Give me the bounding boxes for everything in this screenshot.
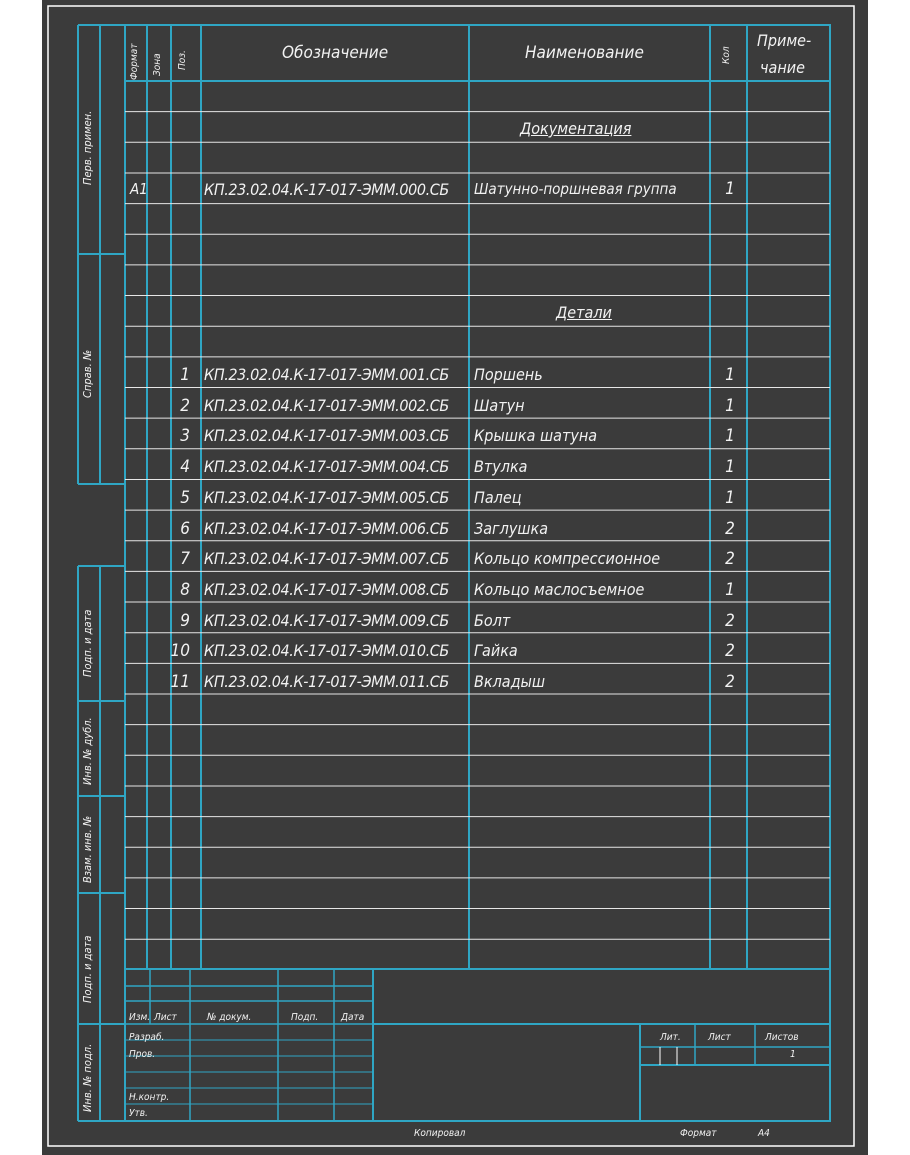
side-label-podp-data-2: Подп. и дата <box>81 935 94 1003</box>
item-qty: 1 <box>725 365 735 385</box>
tb-lit: Лит. <box>660 1032 681 1043</box>
item-name: Вкладыш <box>474 672 546 691</box>
assembly-qty: 1 <box>725 179 735 199</box>
item-name: Втулка <box>474 457 528 477</box>
tb-izm: Изм. <box>129 1012 151 1023</box>
header-note-line2: чание <box>760 58 805 77</box>
side-label-perv-primen: Перв. примен. <box>81 110 94 185</box>
assembly-name: Шатунно-поршневая группа <box>474 180 677 198</box>
footer-format-value: A4 <box>758 1128 770 1139</box>
header-zone: Зона <box>152 53 163 76</box>
item-pos: 7 <box>180 549 190 570</box>
item-code: КП.23.02.04.К-17-017-ЭММ.005.СБ <box>204 487 449 507</box>
tb-listov: Листов <box>765 1032 799 1043</box>
item-code: КП.23.02.04.К-17-017-ЭММ.007.СБ <box>204 549 449 569</box>
item-qty: 2 <box>725 641 735 662</box>
tb-prov: Пров. <box>129 1049 156 1060</box>
item-code: КП.23.02.04.К-17-017-ЭММ.004.СБ <box>204 457 449 477</box>
item-pos: 4 <box>180 457 190 478</box>
footer-copied: Копировал <box>414 1128 466 1139</box>
item-name: Кольцо компрессионное <box>474 549 661 569</box>
tb-razrab: Разраб. <box>129 1032 165 1043</box>
item-code: КП.23.02.04.К-17-017-ЭММ.003.СБ <box>204 426 449 446</box>
item-pos: 5 <box>180 487 190 508</box>
item-pos: 2 <box>180 395 190 416</box>
item-name: Болт <box>474 610 511 630</box>
side-label-inv-podl: Инв. № подл. <box>81 1043 94 1112</box>
item-name: Кольцо маслосъемное <box>474 579 645 599</box>
item-pos: 10 <box>170 641 190 662</box>
item-code: КП.23.02.04.К-17-017-ЭММ.006.СБ <box>204 518 449 538</box>
item-qty: 2 <box>725 518 735 539</box>
header-qty: Кол <box>721 46 732 64</box>
tb-nkontr: Н.контр. <box>129 1092 170 1103</box>
tb-podp: Подп. <box>291 1012 319 1023</box>
item-qty: 1 <box>725 395 735 416</box>
tb-data: Дата <box>341 1012 365 1023</box>
footer-format-label: Формат <box>680 1128 717 1139</box>
item-pos: 8 <box>180 579 190 600</box>
tb-list: Лист <box>154 1012 177 1023</box>
header-name: Наименование <box>525 43 644 63</box>
item-qty: 1 <box>725 426 735 447</box>
side-label-inv-dubl: Инв. № дубл. <box>81 717 94 785</box>
header-note-line1: Приме- <box>757 31 812 50</box>
outer-frame <box>48 6 854 1146</box>
item-qty: 1 <box>725 457 735 478</box>
item-name: Гайка <box>474 641 518 661</box>
item-qty: 1 <box>725 579 735 600</box>
item-pos: 3 <box>180 426 190 447</box>
item-code: КП.23.02.04.К-17-017-ЭММ.010.СБ <box>204 641 449 661</box>
item-code: КП.23.02.04.К-17-017-ЭММ.009.СБ <box>204 610 449 630</box>
tb-listov-value: 1 <box>790 1049 796 1060</box>
header-pos: Поз. <box>177 50 188 70</box>
item-pos: 11 <box>170 672 190 692</box>
item-code: КП.23.02.04.К-17-017-ЭММ.001.СБ <box>204 365 449 384</box>
item-pos: 1 <box>180 365 190 385</box>
section-parts: Детали <box>556 303 612 322</box>
header-designation: Обозначение <box>282 43 389 63</box>
tb-utv: Утв. <box>129 1108 148 1119</box>
side-label-podp-data-1: Подп. и дата <box>81 609 94 677</box>
assembly-format: A1 <box>130 180 148 198</box>
side-label-sprav: Справ. № <box>81 349 94 398</box>
item-name: Палец <box>474 487 522 507</box>
item-code: КП.23.02.04.К-17-017-ЭММ.011.СБ <box>204 672 449 691</box>
item-qty: 2 <box>725 549 735 570</box>
header-format: Формат <box>129 43 140 80</box>
grid-lines <box>48 6 854 1146</box>
tb-no-dokum: № докум. <box>207 1012 252 1023</box>
item-qty: 1 <box>725 487 735 508</box>
item-name: Шатун <box>474 395 525 415</box>
item-qty: 2 <box>725 672 735 692</box>
item-name: Поршень <box>474 365 543 384</box>
side-label-vzam-inv: Взам. инв. № <box>81 815 94 883</box>
item-pos: 6 <box>180 518 190 539</box>
item-name: Крышка шатуна <box>474 426 598 446</box>
assembly-code: КП.23.02.04.К-17-017-ЭММ.000.СБ <box>204 180 449 199</box>
item-pos: 9 <box>180 610 190 631</box>
item-qty: 2 <box>725 610 735 631</box>
item-code: КП.23.02.04.К-17-017-ЭММ.008.СБ <box>204 579 449 599</box>
tb-list2: Лист <box>708 1032 731 1043</box>
item-code: КП.23.02.04.К-17-017-ЭММ.002.СБ <box>204 395 449 415</box>
section-documentation: Документация <box>520 119 632 138</box>
item-name: Заглушка <box>474 518 549 538</box>
